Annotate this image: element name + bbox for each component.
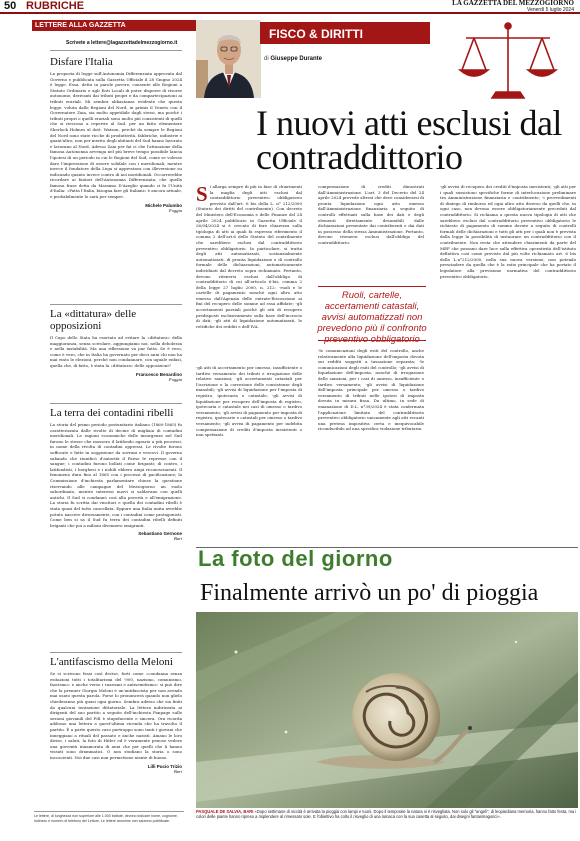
letter-4 bbox=[50, 656, 182, 774]
byline-prefix: di bbox=[264, 56, 269, 62]
letter-signature: Michele Palumbo bbox=[145, 202, 182, 208]
letter-signature: Francesco Benardino bbox=[135, 371, 182, 377]
photo-headline: Finalmente arrivò un po' di pioggia bbox=[200, 580, 539, 606]
letter-city: Foggia bbox=[169, 376, 182, 382]
letter-title: La «dittatura» delle opposizioni bbox=[50, 308, 137, 332]
page-header bbox=[0, 0, 580, 14]
drop-cap: S bbox=[196, 184, 208, 206]
letter-signature: Lilli Pucio Trizio bbox=[147, 763, 182, 769]
letters-contact[interactable]: Scrivete a lettere@lagazzettadelmezzogiorno.it bbox=[66, 40, 178, 46]
article-column-1b bbox=[196, 365, 302, 535]
letter-body: Se si scrivono frasi così decise, forti come «condanna senza esitazioni tutti i totalitarismi del '900, nazismo, comunismo, fascismo» e anche verso i razzismi e antisemitismo» si può dire che la premier Giorgia Meloni è un'antifascista per non avendo mai usato questa parola. Forse lo pronuncerà quando non glielo chiederanno più quasi ogni giorno. Sembra adesso che sia finiti da qualcuni tentazione dittatoriale. La lettera indirizzata ai dirigenti del suo partito a seguito dell'inchiesta Fanpage sulle sezioni giovanili del FdI è stupefacente e sincera. Ora ricorda addosso una lettera a quest'ultima vicenda che ha travolto il partito. È a parte questo caso purtroppo sono tanti i giovani che inneggiano a rituali del passato e anche nazisti. Amano le loro divise, i saluti, la foto di Hitler ed è veramente penoso vedere una gioventù innamorata di anni che per quelli che li hanno vissuti sono drammatici. O non studiano la storia o sono incoscienti. Noi due casi non permettono niente di buono. bbox=[50, 671, 182, 760]
scales-of-justice-icon bbox=[426, 16, 576, 112]
article-text: i allarga sempre di più in fase di chiarimenti la maglia degli atti esclusi dal contraddittorio preventivo obbligatorio previsto dall'art. 6 bis della L. n° 212/2000 (Statuto dei diritti del contribuente). Con decreto del Ministero dell'Economia e delle Finanze del 24 aprile 2024 pubblicato in Gazzetta Ufficiale il 26/04/2024 si è cercato di fare chiarezza sulla tipologia di atti ai quali fa espresso riferimento il comma 2 dell'art.6 dello Statuto del contribuente che sarebbero esclusi dal contraddittorio preventivo obbligatorio. In particolare, si tratta degli atti automatizzati, sostanzialmente automatizzati, di pronta liquidazione e di controllo formale delle dichiarazioni, automaticamente individuati dal decreto sopra richiamato. Pertanto, devono ritenersi esclusi dall'obbligo di contraddittorio di cui all'articolo 6-bis, comma 2 della legge 27 luglio 2000, n. 212: -ruoli e le cartelle di pagamento nonché ogni altro atto emesso dall'Agenzia delle entrate-Riscossione ai fini del recupero delle somme ad essa affidate; -gli accertamenti parziali poiché gli atti di recupero predisposti esclusivamente sulla base dell'incrocio di dati; -gli atti di liquidazione automatizzati, le rettifiche dei redditi e dell'IVA. bbox=[196, 184, 302, 329]
feature-section-label: FISCO & DIRITTI bbox=[260, 22, 430, 44]
article-text: -gli atti di accertamento per omesso, insufficiente o tardivo versamento dei tributi e irrogazione delle relative sanzioni; -gli accertamenti catastali per l'iscrizione e la correzione delle consistenze degli immobili; -gli avvisi di liquidazione per l'imposta di registro, ipotecaria e catastale; -gli avvisi di liquidazione per recupero dell'imposta di registro, ipotecaria e catastale nei casi di omesso o tardivo versamento; -gli avvisi di pagamento per imposta di registro, ipotecarie e catastali per omesso o tardivo versamento; -gli avvisi di pagamento per indebita compensazione di crediti d'imposta inesistenti o non spettanti. bbox=[196, 365, 302, 438]
pull-quote-rule bbox=[318, 286, 426, 287]
caption-text: «Dopo settimane di siccità è arrivata la pioggia con lampi e tuoni. Dopo il temporale la natura si è risvegliata. Non solo gli "angeli", di leopardiana memoria, hanno fatto festa, ma i colori delle piante hanno ripreso a risplendere al rimessato sole. E l'obiettivo ha colto il risveglio di una lumaca con la sua casetta al seguito, dai disegni fantasmagorici». bbox=[196, 809, 577, 820]
divider bbox=[50, 403, 182, 404]
letter-2 bbox=[50, 308, 182, 382]
section-name: RUBRICHE bbox=[26, 0, 85, 12]
letter-title: La terra dei contadini ribelli bbox=[50, 407, 174, 419]
letter-title: Disfare l'Italia bbox=[50, 56, 113, 68]
photo-kicker: La foto del giorno bbox=[198, 546, 393, 571]
letter-body: La proposta di legge sull'Autonomia Differenziata approvata dal Governo e pubblicata sulla Gazzetta Ufficiale il 28 Giugno 2024 è legge. Essa, detta in parole povere, consente alle Regioni a Statuto Ordinario e agli Enti Locali di poter disporre di risorse autonome, derivanti dai tributi propri e da compartecipazioni ai tributi erariali. Mi sembra abbastanza evidente che questa legge, voluta dalle Regioni del Nord, in primis il Veneto con il Governatore Zaia, sia molto appetibile dagli stessi, ma poiché i tributi propri o quelli erariali sono molto più consistenti di quelli che si riescono a reperire al Sud, per un fatto elementare Sherlock Holmes al dott. Watson, perché da sempre le Regioni del Nord sono state ricche di produttività, fabbriche, industrie e quant'altro, non per merito degli abitanti del Sud hanno lavorato e lavorano al Nord. Adesso Zaia per fai ci che l'attuazione della famosa Autonomia avvenga nel più breve tempo possibile lancia l'ipotesi di un periodo in cui le Regioni del Sud, come se volesse dare l'impressione di essere solidale con i meridionali, mentre invece il fondatore della Lega si apprestava con illeversione su indicando quanto invece contro di noi meridionali. Occorrerebbe ricordare ai fautori dell'Autonomia Differenziata, che quella famosa frase detta da Massimo D'Azeglio quando ci fu l'Unità d'Italia: «Fatta l'Italia, bisogna fare gli Italiani» è ancora attuale, e probabilmente lo sarà per sempre. bbox=[50, 71, 182, 200]
letters-footnote: Le lettere, di lunghezza non superiore alle 1.000 battute, devono indicare nome, cognome, indirizzo e numero di telefono del Lettore. Le lettere anonime non saranno pubblicate. bbox=[34, 811, 184, 823]
article-column-2b bbox=[318, 348, 424, 538]
article-text: -le comunicazioni degli esiti del controllo, anche relativamente alla liquidazione dell'imposta dovuta sui redditi soggetti a tassazione separata; -le comunicazioni degli esiti del controllo; -gli avvisi di liquidazione dell'imposta, nonché di irrogazione delle sanzioni, per i casi di omesso, insufficiente o tardivo versamento; -gli avvisi di liquidazione dell'imposta principale per omesso o tardivo versamento di tributi nelle ipotesi di imposta dovuta in misura fissa. Da ultimo, in sede di emanazione di D.L. n°39/2024 è stata confermata l'applicazione limitata del contraddittorio preventivo obbligatorio unicamente agli atti recanti una pretesa impositiva certa e inequivocabile riconducibile ad una specifica violazione tributaria. bbox=[318, 348, 424, 432]
letter-body: La storia del primo periodo postunitario italiano (1860-1865) fu caratterizzata dalle rivolte di decine di migliaia di contadini meridionali. Le ragioni economiche delle insurgenze nel Sud furono le stesse che mossero il latifondo agrario a più processi, in nome della rivolta di contadini oppressi. Le rivolte furono soffocate e fatte in soggezione da sovrani e vescovi. Il governo sabaudo che riunificò d'autorità il Paese le represse con il sangue; i contadini furono bollati come briganti; di contro, i latifondisti, i borghesi e i nobili ebbero ampi riconoscimenti. Il fenomeno dura fino al 1865 con i processi di pacificazione; la Commissione d'inchiesta parlamentare chiuse la questione riservando alle campagne del Mezzogiorno un ruolo subordinato, mentre interessi nuovi si saldavano con quelli antichi. Il Sud si condannò così alla povertà e all'emigrazione. La storia fu scritta dai vincitori e quella dei contadini ribelli è stata quasi del tutto cancellata. Eppure una Italia unita avrebbe potuto nascere diversamente, con i contadini come protagonisti. Come ben si sa il Sud fu terra dei contadini ribelli definiti briganti che poi a milioni divennero emigranti. bbox=[50, 422, 182, 528]
page-number: 50 bbox=[4, 0, 17, 12]
byline bbox=[264, 56, 322, 62]
divider bbox=[50, 50, 182, 51]
masthead bbox=[452, 0, 574, 13]
letters-section-label: LETTERE ALLA GAZZETTA bbox=[32, 20, 212, 31]
letter-city: Bari bbox=[173, 536, 182, 542]
divider bbox=[50, 652, 182, 653]
letter-title: L'antifascismo della Meloni bbox=[50, 656, 173, 668]
pull-quote: Ruoli, cartelle, accertamenti catastali, avvisi automatizzati non prevedono più il confronto preventivo obbligatorio bbox=[317, 290, 427, 345]
pull-quote-rule bbox=[318, 340, 426, 341]
letter-1 bbox=[50, 56, 182, 213]
letter-signature: Sebastiano Gernone bbox=[138, 531, 182, 537]
divider bbox=[50, 304, 182, 305]
photo-caption bbox=[196, 809, 578, 819]
letter-body: Il Capo dello Stato ha esortato ad evitare la «dittatura» della maggioranza, senza scivolare, aggiungiamo noi, nella debolezza e nella instabilità. Ma una riflessione va pur fatta. Se è vero, come è vero, che in Italia ha governato per dieci anni chi non ha mai vinto le elezioni, perché non condannare, con uguale enfasi, quella che, di fatto, è stata la «dittatura» delle opposizioni? bbox=[50, 335, 182, 368]
letter-3 bbox=[50, 407, 182, 541]
article-text: -gli avvisi di recupero dei crediti d'imposta inesistenti; -gli atti per i quali sussistono specifiche forme di interlocuzione preliminare tra Amministrazione finanziaria e contribuente; -i provvedimenti di diniego di rimborso ed ogni altro atto diverso da quelli che, in ogni caso, non devono essere obbligatoriamente preceduti dal contraddittorio. Si richiama a questa nuova tipologia di atti che sarebbero esclusi dal contraddittorio preventivo obbligatorio le richieste di pagamento di somme dovute a seguito di controlli formali delle dichiarazioni e tutti gli atti per i quali non è prevista dalla legge la possibilità di instaurare un contraddittorio con il contribuente. Non resta che attendere chiarimenti da parte del MEF che possano dare luce sulla effettiva operatività dell'istituto deflattivo così come previsto dal più volte richiamato art. 6 bis della L.n°212/2000, nella sua nuova versione, non potendo prescindere da quella che è la ratio principale che ha portato il legislatore alla previsione normativa del contraddittorio preventivo obbligatorio. bbox=[440, 184, 576, 279]
feature-headline: I nuovi atti esclusi dal contraddittorio bbox=[256, 103, 562, 177]
article-text: compensazione di crediti dimostrati dall'Amministrazione. L'art. 3 del Decreto del 24 aprile 2024 prevede altresì che deve considerarsi di pronta liquidazione ogni atto emesso dall'Amministrazione finanziaria a seguito di controlli effettuati sulla base dei dati e degli elementi direttamente desumibili dalle dichiarazioni presentate dai contribuenti e dai dati in possesso della stessa Amministrazione. Pertanto, devono ritenersi esclusi dall'obbligo del contraddittorio: bbox=[318, 184, 424, 245]
snail-photo bbox=[196, 612, 578, 808]
author-portrait bbox=[196, 20, 261, 98]
article-column-3 bbox=[440, 184, 576, 534]
article-column-2 bbox=[318, 184, 424, 280]
letter-city: Foggia bbox=[169, 207, 182, 213]
photo-credit: PASQUALE DE SALVIA, BARI bbox=[196, 809, 254, 814]
issue-date: Venerdì 5 luglio 2024 bbox=[527, 7, 574, 13]
masthead-title: LA GAZZETTA DEL MEZZOGIORNO bbox=[452, 0, 574, 7]
author-name: Giuseppe Durante bbox=[270, 56, 323, 62]
letter-city: Bari bbox=[173, 768, 182, 774]
